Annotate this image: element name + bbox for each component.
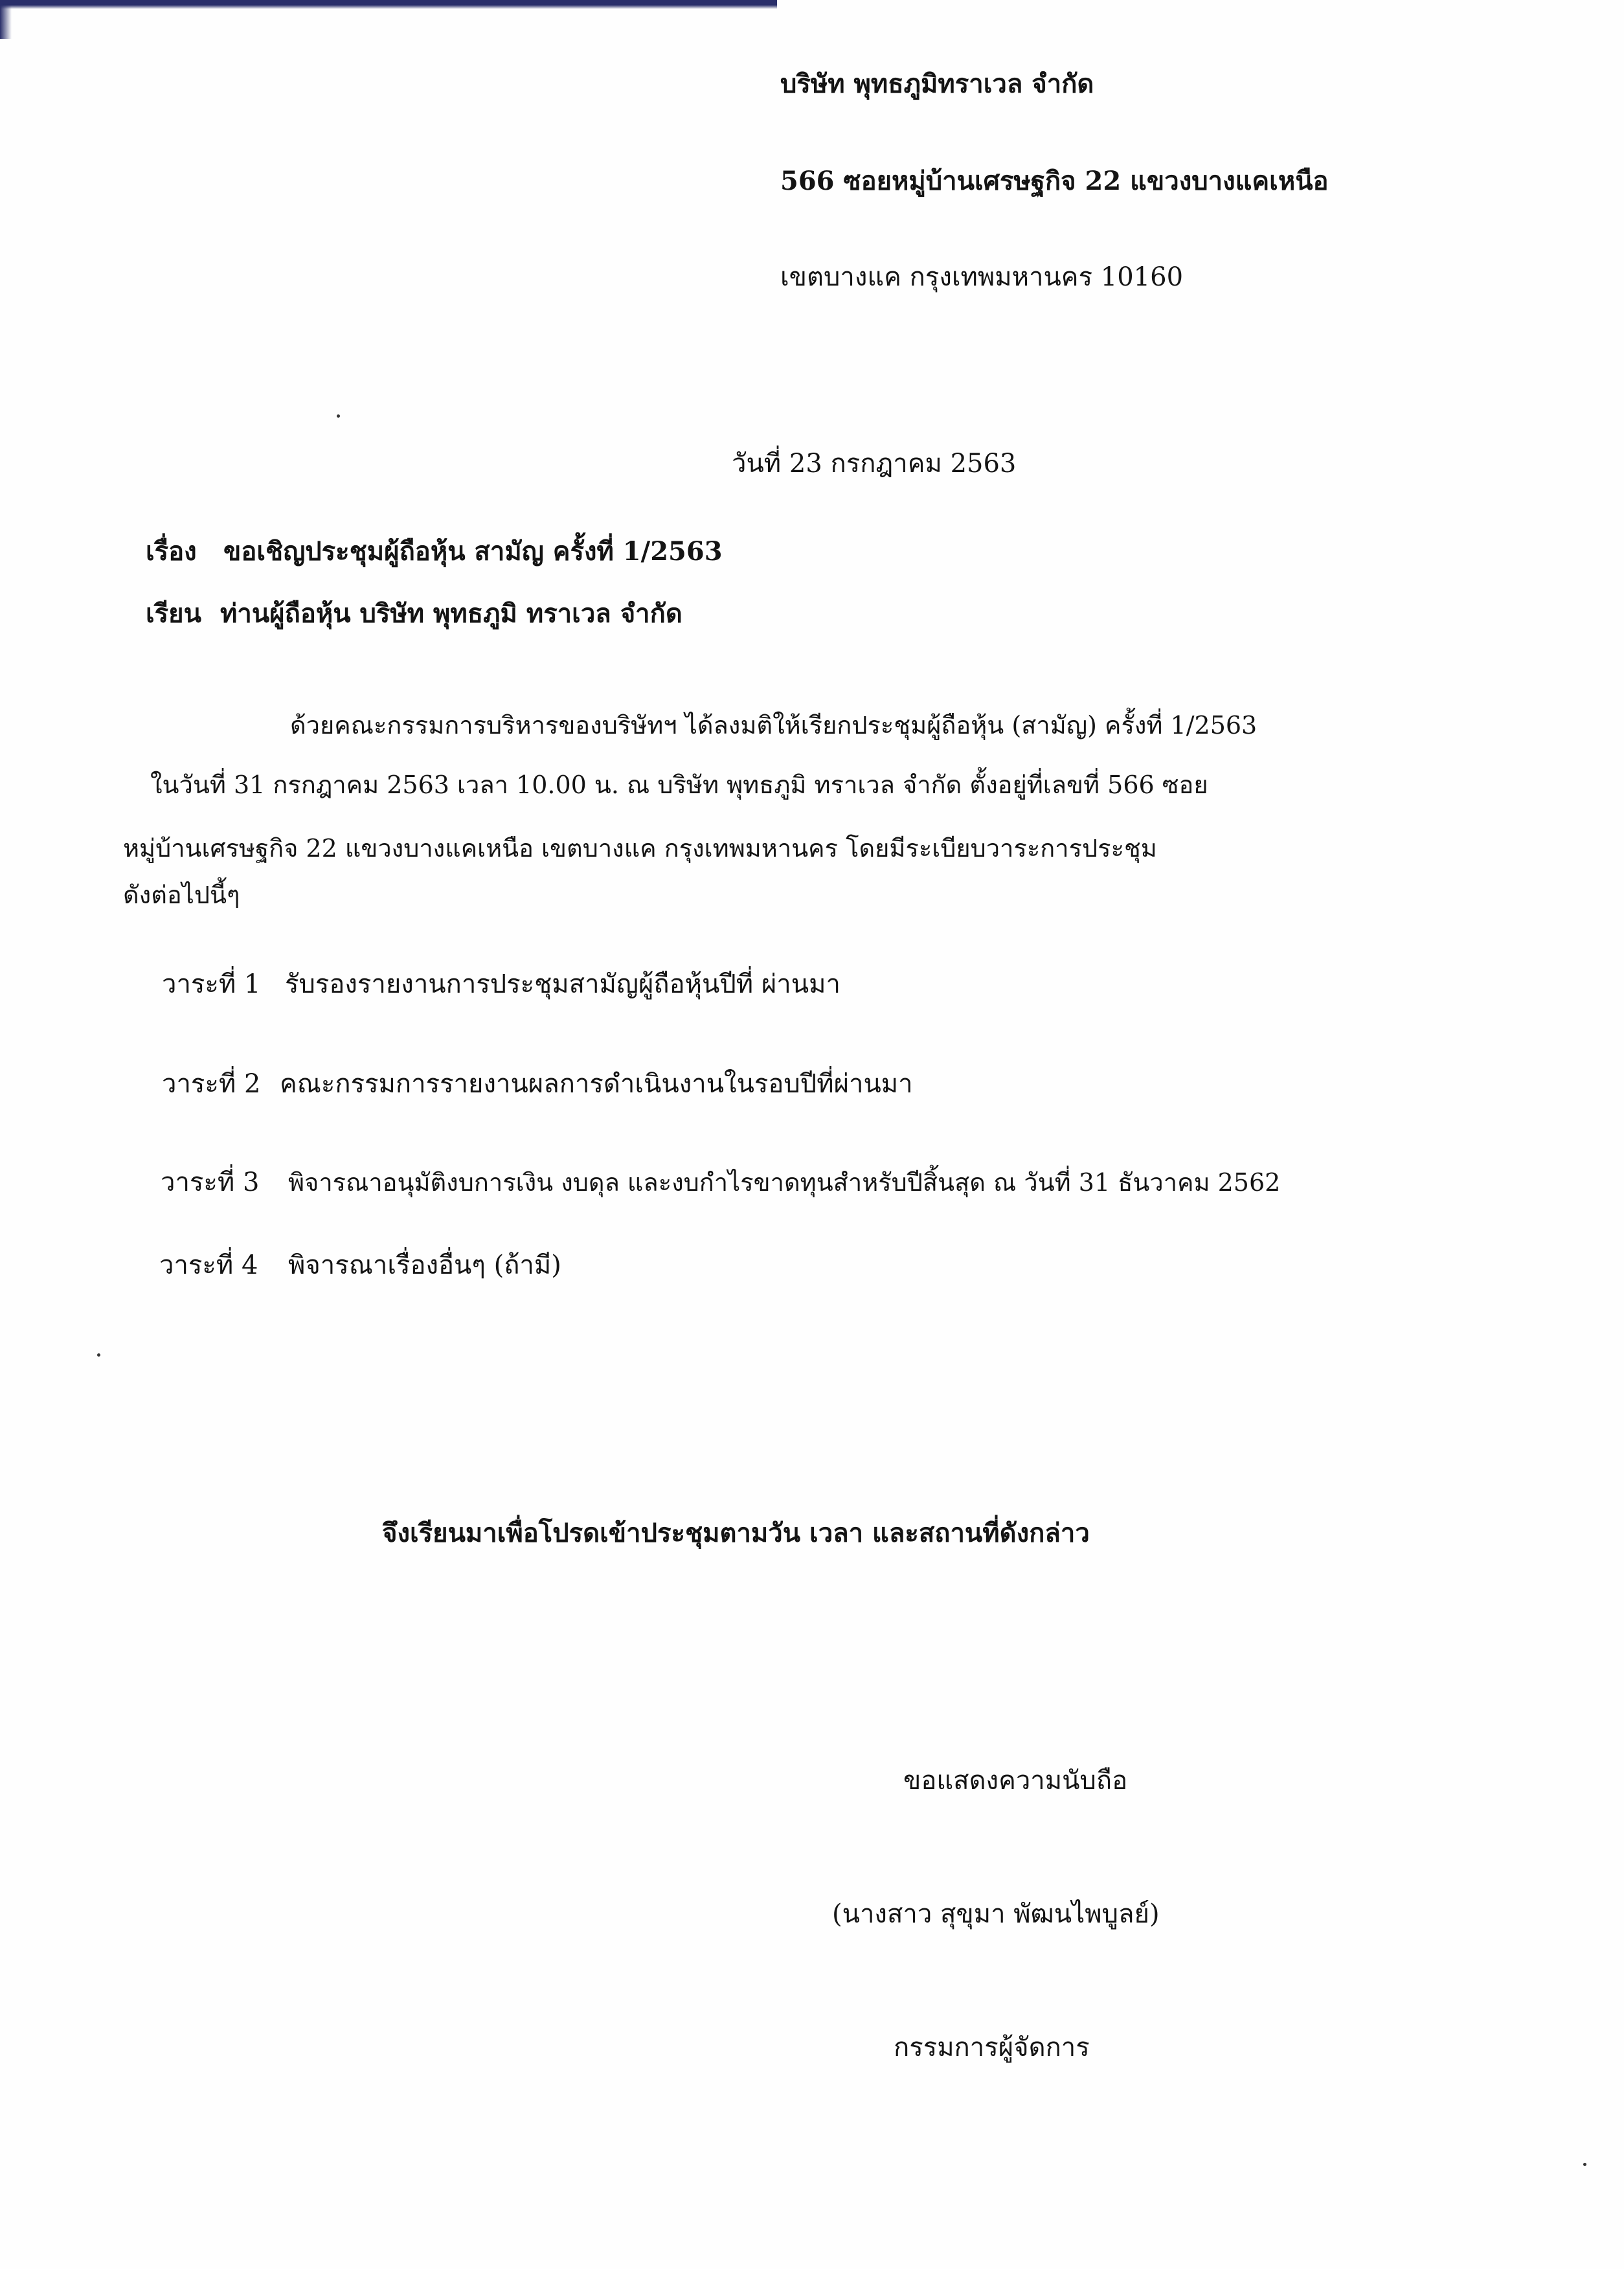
signatory-name: (นางสาว สุขุมา พัฒนไพบูลย์): [832, 1899, 1160, 1929]
recipient-label: เรียน: [146, 598, 201, 629]
subject-label: เรื่อง: [146, 536, 197, 567]
subject-text: ขอเชิญประชุมผู้ถือหุ้น สามัญ ครั้งที่ 1/2563: [223, 536, 723, 567]
company-name: บริษัท พุทธภูมิทราเวล จำกัด: [780, 69, 1094, 99]
agenda-item-2-label: วาระที่ 2: [162, 1069, 261, 1099]
agenda-item-2-text: คณะกรรมการรายงานผลการดำเนินงานในรอบปีที่ผ่านมา: [280, 1069, 913, 1099]
agenda-item-1-text: รับรองรายงานการประชุมสามัญผู้ถือหุ้นปีที่ ผ่านมา: [285, 969, 840, 999]
company-address-line-2: เขตบางแค กรุงเทพมหานคร 10160: [780, 262, 1184, 292]
scan-corner-artifact: [0, 0, 12, 39]
sign-off: ขอแสดงความนับถือ: [903, 1766, 1128, 1796]
agenda-item-4-label: วาระที่ 4: [159, 1250, 258, 1280]
company-address-line-1: 566 ซอยหมู่บ้านเศรษฐกิจ 22 แขวงบางแคเหนือ: [780, 166, 1329, 196]
closing-sentence: จึงเรียนมาเพื่อโปรดเข้าประชุมตามวัน เวลา และสถานที่ดังกล่าว: [382, 1518, 1090, 1548]
recipient-text: ท่านผู้ถือหุ้น บริษัท พุทธภูมิ ทราเวล จำกัด: [220, 598, 682, 629]
body-line-2: ในวันที่ 31 กรกฎาคม 2563 เวลา 10.00 น. ณ บริษัท พุทธภูมิ ทราเวล จำกัด ตั้งอยู่ที่เลขที่ 566 ซอย: [150, 771, 1208, 799]
agenda-item-1-label: วาระที่ 1: [162, 969, 261, 999]
signatory-title: กรรมการผู้จัดการ: [894, 2033, 1090, 2062]
body-line-1: ด้วยคณะกรรมการบริหารของบริษัทฯ ได้ลงมติให้เรียกประชุมผู้ถือหุ้น (สามัญ) ครั้งที่ 1/2563: [290, 711, 1257, 739]
scan-speck: [97, 1353, 100, 1357]
agenda-item-3-label: วาระที่ 3: [161, 1168, 260, 1197]
letter-date: วันที่ 23 กรกฎาคม 2563: [732, 449, 1017, 479]
body-line-4: ดังต่อไปนี้ๆ: [123, 881, 240, 909]
agenda-item-4-text: พิจารณาเรื่องอื่นๆ (ถ้ามี): [288, 1250, 561, 1280]
scan-speck: [1583, 2163, 1586, 2166]
scan-edge-artifact: [0, 0, 777, 9]
agenda-item-3-text: พิจารณาอนุมัติงบการเงิน งบดุล และงบกำไรขาดทุนสำหรับปีสิ้นสุด ณ วันที่ 31 ธันวาคม 2562: [288, 1168, 1281, 1197]
scan-speck: [337, 414, 340, 418]
body-line-3: หมู่บ้านเศรษฐกิจ 22 แขวงบางแคเหนือ เขตบางแค กรุงเทพมหานคร โดยมีระเบียบวาระการประชุม: [123, 834, 1157, 863]
